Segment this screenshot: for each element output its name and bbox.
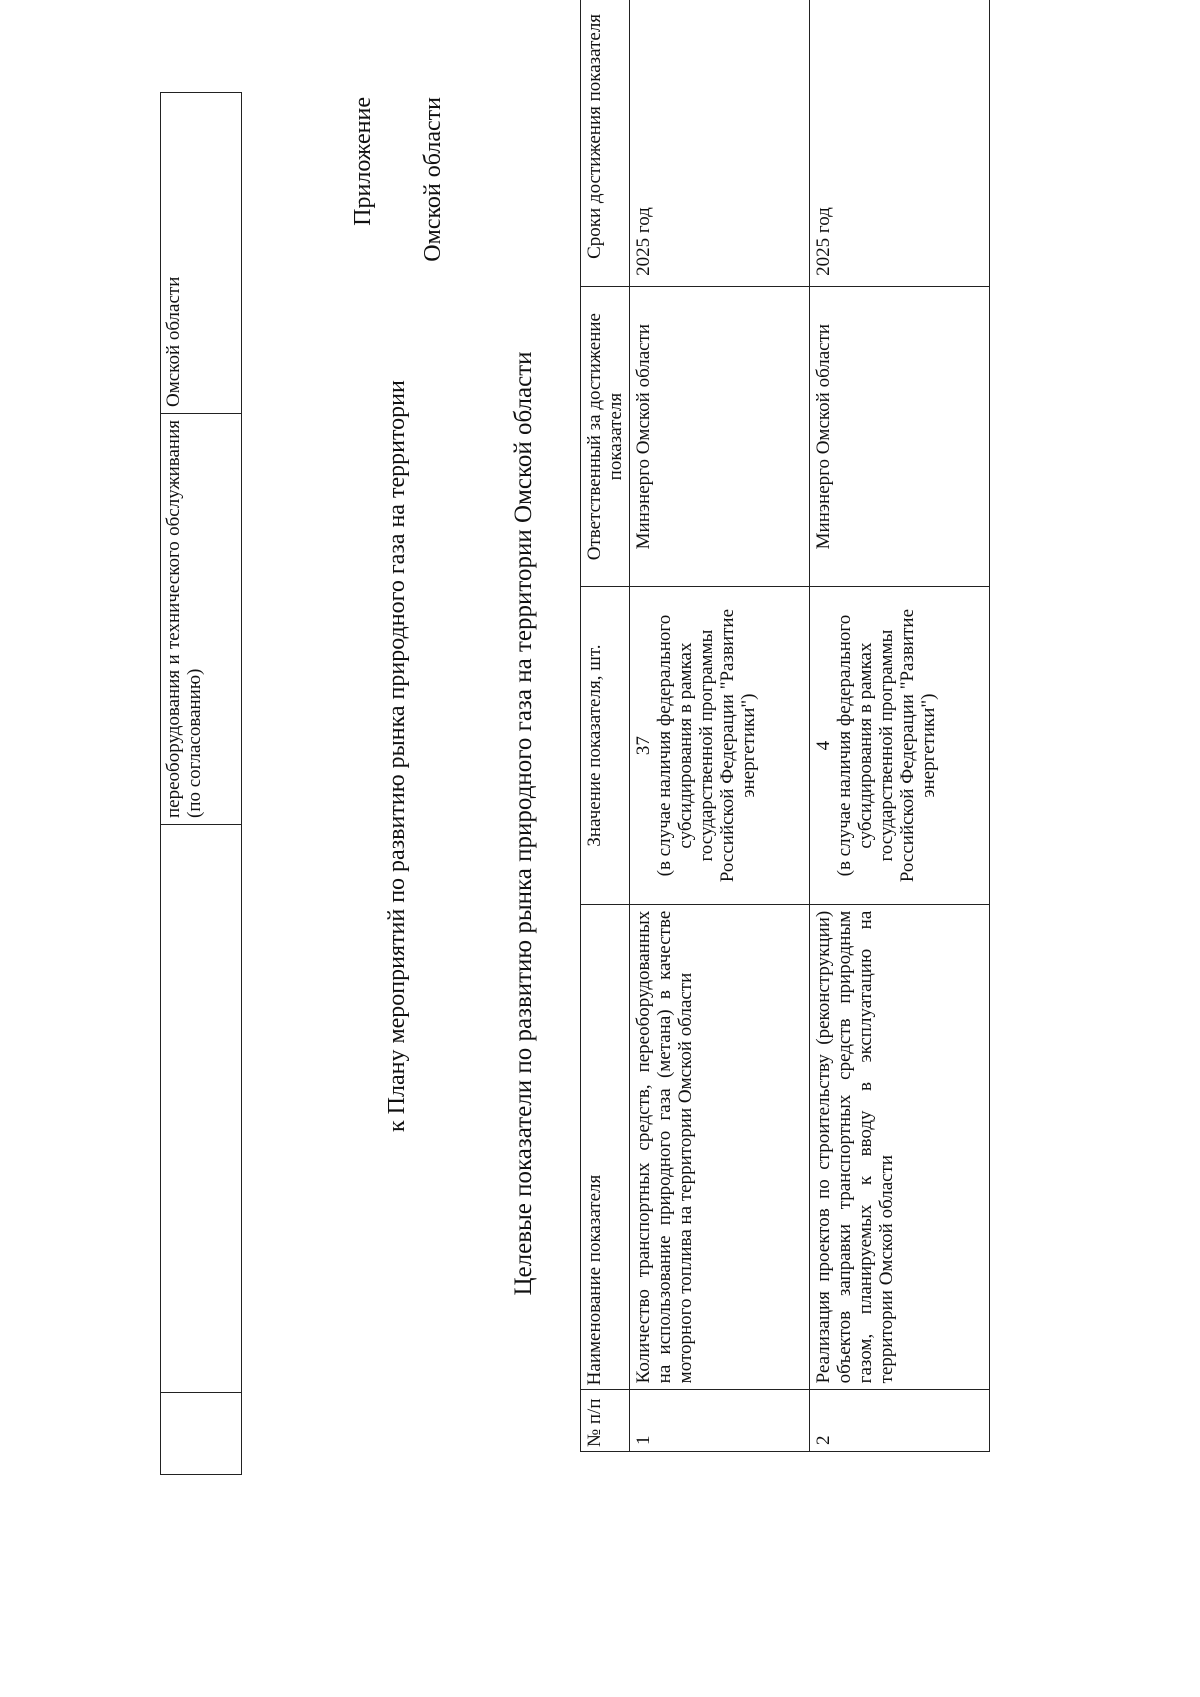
row-num: 2 [810, 1390, 990, 1452]
header-value: Значение показателя, шт. [581, 587, 630, 904]
row-value [810, 587, 990, 904]
fragment-row [161, 93, 242, 1475]
fragment-cell-3: переоборудования и технического обслуживания (по согласованию) [161, 414, 242, 825]
row-value-note: (в случае наличия федерального субсидирования в рамках государственной программы Российской Федерации "Развитие энергетики") [654, 608, 759, 883]
fragment-table [160, 92, 242, 1475]
fragment-cell-1 [161, 1393, 242, 1475]
page-title [510, 0, 538, 1697]
page-title-text: Целевые показатели по развитию рынка природного газа на территории Омской области [510, 351, 537, 1296]
appendix-label: Приложение [350, 97, 376, 226]
fragment-cell-2 [161, 825, 242, 1393]
row-value [630, 587, 810, 904]
targets-table [580, 0, 990, 1452]
row-term: 2025 год [810, 0, 990, 286]
appendix-reference: к Плану мероприятий по развитию рынка природного газа на территории [384, 380, 410, 1132]
table-row [810, 0, 990, 1452]
row-value-number: 37 [633, 736, 654, 756]
table-row [630, 0, 810, 1452]
header-term: Сроки достижения показателя [581, 0, 630, 286]
row-num: 1 [630, 1390, 810, 1452]
header-num: № п/п [581, 1390, 630, 1452]
header-responsible: Ответственный за достижение показателя [581, 286, 630, 587]
header-name: Наименование показателя [581, 904, 630, 1390]
row-term: 2025 год [630, 0, 810, 286]
table-header-row [581, 0, 630, 1452]
row-name: Реализация проектов по строительству (реконструкции) объектов заправки транспортных средств природным газом, планируемых к вводу в эксплуатацию на территории Омской области [810, 904, 990, 1390]
row-responsible: Минэнерго Омской области [630, 286, 810, 587]
row-responsible: Минэнерго Омской области [810, 286, 990, 587]
fragment-cell-4: Омской области [161, 93, 242, 414]
row-value-note: (в случае наличия федерального субсидирования в рамках государственной программы Российской Федерации "Развитие энергетики") [834, 608, 939, 883]
appendix-region: Омской области [420, 97, 446, 262]
row-name: Количество транспортных средств, переоборудованных на использование природного газа (метана) в качестве моторного топлива на территории Омской области [630, 904, 810, 1390]
row-value-number: 4 [813, 740, 834, 751]
